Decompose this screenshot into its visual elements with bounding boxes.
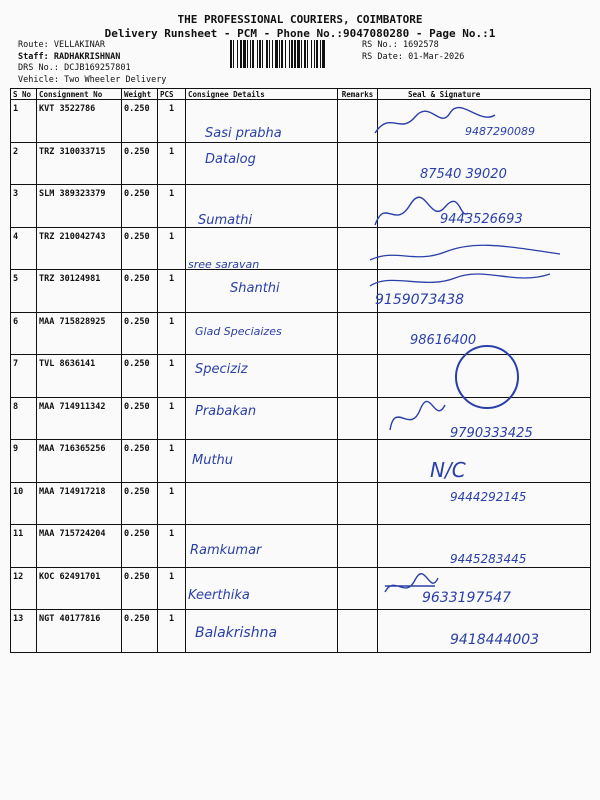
cell-weight: 0.250 xyxy=(122,270,158,313)
handwritten-phone: 9443526693 xyxy=(440,212,523,227)
cell-weight: 0.250 xyxy=(122,440,158,483)
handwritten-consignee: Datalog xyxy=(205,152,256,167)
cell-sno: 2 xyxy=(11,142,37,185)
cell-remarks xyxy=(338,397,378,440)
rs-date-label: RS Date: xyxy=(362,51,403,62)
cell-sno: 1 xyxy=(11,100,37,143)
cell-consignment: TRZ 210042743 xyxy=(37,227,122,270)
cell-consignment: TRZ 310033715 xyxy=(37,142,122,185)
cell-remarks xyxy=(338,482,378,525)
cell-weight: 0.250 xyxy=(122,482,158,525)
vehicle-label: Vehicle: xyxy=(18,74,59,85)
cell-weight: 0.250 xyxy=(122,227,158,270)
cell-pcs: 1 xyxy=(158,397,186,440)
cell-pcs: 1 xyxy=(158,567,186,610)
runsheet-meta-left xyxy=(18,40,166,86)
cell-pcs: 1 xyxy=(158,355,186,398)
cell-pcs: 1 xyxy=(158,482,186,525)
cell-consignment: MAA 715828925 xyxy=(37,312,122,355)
seal-stamp xyxy=(455,345,519,409)
drs-label: DRS No.: xyxy=(18,63,59,73)
signature-scribble xyxy=(365,238,565,268)
rs-no-value: 1692578 xyxy=(402,40,439,50)
signature-scribble xyxy=(365,268,555,294)
cell-consignment: KOC 62491701 xyxy=(37,567,122,610)
handwritten-consignee: Speciziz xyxy=(195,362,248,377)
company-title: THE PROFESSIONAL COURIERS, COIMBATORE xyxy=(177,13,423,26)
handwritten-phone: 98616400 xyxy=(410,333,477,348)
signature-scribble xyxy=(380,395,450,440)
cell-sno: 12 xyxy=(11,567,37,610)
handwritten-consignee: Keerthika xyxy=(188,588,250,603)
handwritten-note: N/C xyxy=(430,458,466,482)
handwritten-phone: 9790333425 xyxy=(450,426,533,441)
cell-sno: 9 xyxy=(11,440,37,483)
cell-pcs: 1 xyxy=(158,227,186,270)
cell-weight: 0.250 xyxy=(122,610,158,653)
cell-pcs: 1 xyxy=(158,100,186,143)
cell-consignment: SLM 389323379 xyxy=(37,185,122,228)
cell-sno: 8 xyxy=(11,397,37,440)
handwritten-consignee: Shanthi xyxy=(230,281,280,296)
runsheet-meta-right xyxy=(362,40,464,63)
cell-pcs: 1 xyxy=(158,610,186,653)
signature-scribble xyxy=(370,105,500,145)
cell-weight: 0.250 xyxy=(122,100,158,143)
table-row xyxy=(11,312,591,355)
signature-scribble xyxy=(380,572,440,602)
cell-sno: 10 xyxy=(11,482,37,525)
cell-weight: 0.250 xyxy=(122,185,158,228)
rs-no-label: RS No.: xyxy=(362,40,398,50)
cell-remarks xyxy=(338,525,378,568)
cell-sno: 4 xyxy=(11,227,37,270)
handwritten-consignee: Glad Speciaizes xyxy=(195,325,282,338)
col-sno: S No xyxy=(11,89,37,100)
barcode xyxy=(230,40,358,68)
cell-pcs: 1 xyxy=(158,525,186,568)
col-weight: Weight xyxy=(122,89,158,100)
handwritten-consignee: Muthu xyxy=(192,453,234,468)
handwritten-consignee: Ramkumar xyxy=(190,543,262,558)
handwritten-phone: 9444292145 xyxy=(450,490,527,504)
cell-weight: 0.250 xyxy=(122,567,158,610)
route-value: VELLAKINAR xyxy=(53,40,106,50)
cell-consignment: MAA 714911342 xyxy=(37,397,122,440)
cell-sno: 11 xyxy=(11,525,37,568)
cell-remarks xyxy=(338,440,378,483)
cell-consignee xyxy=(186,482,338,525)
cell-weight: 0.250 xyxy=(122,397,158,440)
table-header-row xyxy=(11,89,591,100)
cell-remarks xyxy=(338,312,378,355)
cell-sno: 5 xyxy=(11,270,37,313)
cell-remarks xyxy=(338,142,378,185)
cell-sno: 6 xyxy=(11,312,37,355)
col-remarks: Remarks xyxy=(338,89,378,100)
cell-pcs: 1 xyxy=(158,142,186,185)
cell-consignment: TVL 8636141 xyxy=(37,355,122,398)
drs-value: DCJB169257801 xyxy=(64,63,131,73)
handwritten-consignee: Prabakan xyxy=(195,404,257,419)
handwritten-consignee: sree saravan xyxy=(188,258,260,271)
cell-consignment: KVT 3522786 xyxy=(37,100,122,143)
cell-remarks xyxy=(338,355,378,398)
cell-sno: 7 xyxy=(11,355,37,398)
cell-weight: 0.250 xyxy=(122,312,158,355)
runsheet-title: Delivery Runsheet - PCM - Phone No.:9047080280 - Page No.:1 xyxy=(104,27,496,40)
col-pcs: PCS xyxy=(158,89,186,100)
handwritten-phone: 9445283445 xyxy=(450,552,527,566)
handwritten-consignee: Sumathi xyxy=(198,213,253,228)
vehicle-value: Two Wheeler Delivery xyxy=(64,74,167,85)
col-consignee: Consignee Details xyxy=(186,89,338,100)
handwritten-phone: 9633197547 xyxy=(422,590,512,606)
col-seal-signature: Seal & Signature xyxy=(378,89,591,100)
handwritten-phone: 9418444003 xyxy=(450,632,540,648)
cell-weight: 0.250 xyxy=(122,355,158,398)
cell-weight: 0.250 xyxy=(122,525,158,568)
cell-weight: 0.250 xyxy=(122,142,158,185)
handwritten-phone: 87540 39020 xyxy=(420,167,507,182)
col-consignment: Consignment No xyxy=(37,89,122,100)
handwritten-phone: 9487290089 xyxy=(465,125,535,138)
handwritten-consignee: Sasi prabha xyxy=(205,126,282,141)
cell-consignment: MAA 716365256 xyxy=(37,440,122,483)
signature-scribble xyxy=(370,195,470,235)
cell-remarks xyxy=(338,567,378,610)
handwritten-consignee: Balakrishna xyxy=(195,625,278,641)
cell-consignment: MAA 714917218 xyxy=(37,482,122,525)
table-row xyxy=(11,440,591,483)
cell-consignment: MAA 715724204 xyxy=(37,525,122,568)
cell-sno: 3 xyxy=(11,185,37,228)
cell-pcs: 1 xyxy=(158,185,186,228)
cell-seal-signature xyxy=(378,440,591,483)
cell-pcs: 1 xyxy=(158,440,186,483)
rs-date-value: 01-Mar-2026 xyxy=(408,51,465,62)
cell-consignment: TRZ 30124981 xyxy=(37,270,122,313)
cell-remarks xyxy=(338,610,378,653)
staff-value: RADHAKRISHNAN xyxy=(53,51,121,62)
handwritten-phone: 9159073438 xyxy=(375,292,465,308)
cell-sno: 13 xyxy=(11,610,37,653)
cell-pcs: 1 xyxy=(158,270,186,313)
staff-label: Staff: xyxy=(18,51,49,62)
route-label: Route: xyxy=(18,40,49,50)
cell-consignment: NGT 40177816 xyxy=(37,610,122,653)
cell-pcs: 1 xyxy=(158,312,186,355)
